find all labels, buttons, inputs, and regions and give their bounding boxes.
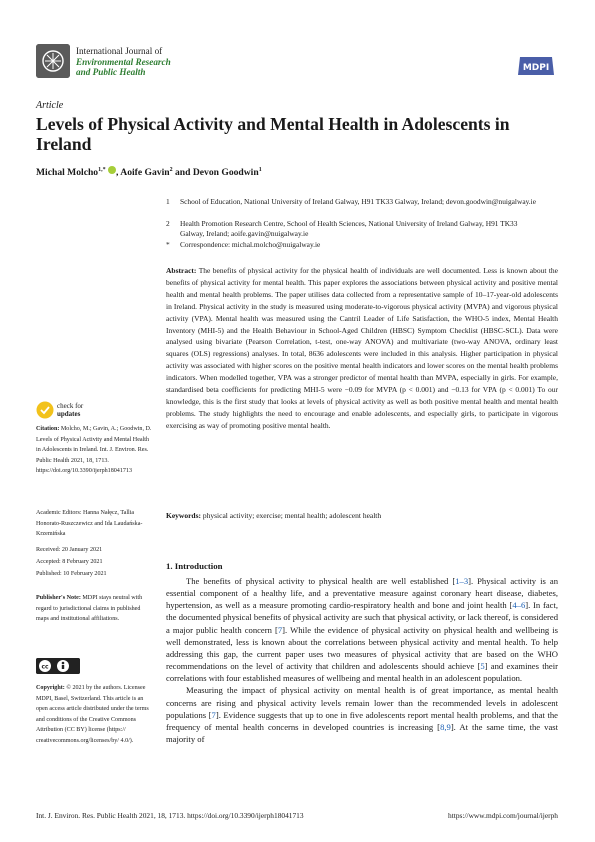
mdpi-logo-icon	[516, 55, 556, 77]
citation-text[interactable]: Molcho, M.; Gavin, A.; Goodwin, D. Levels of Physical Activity and Mental Health in Adolescents in Ireland. Int. J. Environ. Res. Public Health 2021, 18, 1713. https://doi.org/10.3390/ijerph18041713	[36, 426, 152, 474]
journal-logo-icon	[36, 44, 70, 78]
abstract	[166, 265, 558, 432]
copyright-block	[36, 683, 154, 746]
affiliation-text: Health Promotion Research Centre, School of Health Sciences, National University of Ireland Galway, H91 TK33 Galway, Ireland; aoife.gavin@nuigalway.ie	[180, 219, 518, 238]
journal-name	[76, 46, 171, 78]
citation-label: Citation:	[36, 426, 60, 432]
copyright-label: Copyright:	[36, 685, 65, 691]
author-list	[36, 166, 262, 178]
affiliation-number: 2	[166, 219, 170, 228]
academic-editors: Academic Editors: Hanna Nałęcz, Tallia Honorato-Ruszczewicz and Ida Laudańska-Krzemińska	[36, 510, 143, 537]
cc-by-license-icon[interactable]	[36, 658, 80, 674]
citation-link[interactable]: 7	[211, 709, 216, 720]
check-updates-icon[interactable]	[36, 401, 54, 419]
orcid-icon[interactable]	[108, 166, 116, 174]
journal-name-line3: and Public Health	[76, 67, 146, 77]
citation-link[interactable]: 7	[277, 624, 283, 635]
affiliation-text: Correspondence: michal.molcho@nuigalway.ie	[180, 240, 321, 249]
affiliation-number: 1	[166, 197, 170, 206]
publisher-note	[36, 593, 154, 625]
citation-link[interactable]: 8,9	[440, 721, 451, 732]
paragraph: The benefits of physical activity to physical health are well established [1–3]. Physical activity is an essential component of a healthy life, and a preventative measure against coronary heart disease, diabetes, hypertension, as well as a measure promoting cardio-respiratory health and bone and joint health [4–6]. In fact, the documented physical benefits of physical activity are such that physical activity, or lack thereof, is considered a major public health concern [7]. While the evidence of physical activity on physical health and wellbeing is well demonstrated, less is known about the correlations between physical activity and mental health. To help addressing this gap, the current paper uses two measures of physical activity that are based on the WHO recommendations on the level of activity that children and adolescents should achieve [5] and examines their correlations with four established measures of wellbeing and mental health in an adolescent population.	[166, 576, 559, 684]
citation-block	[36, 424, 154, 477]
abstract-text: The benefits of physical activity for the physical health of individuals are well documented. Less is known about the benefits of physical activity for mental health. This paper explores the associations between physical activity and positive mental health and mental health problems. The paper utilises data collected from a representative sample of 10–17-year-old adolescents in Ireland. Physical activity in the study is measured using moderate-to-vigorous physical activity (MVPA) and vigorous physical activity (VPA). Mental health was measured using the Cantril Leader of Life Satisfaction, the WHO-5 index, Mental Health Inventory (MHI-5) and the Health Behaviour in School-Aged Children (HBSC) Symptom Checklist (HBSC-SCL). Data were analysed using bivariate (Pearson Correlation, t-test, one-way ANOVA) and multivariate (two-way ANOVA, ordinary least squares (OLS) regressions) analyses. In total, 8636 adolescents were included in this analysis. Higher participation in physical activity was associated with higher scores on the positive mental health indicators and lower scores on the mental health problems indicators. When modelled together, VPA was a stronger predictor of mental health than MVPA, especially in girls. For example, standardised beta coefficients for predicting MHI-5 were −0.09 for MVPA (p < 0.001) and −0.13 for VPA (p < 0.001) To our knowledge, this is the first study that looks at levels of physical activity as well as both positive mental health and mental health problems. The study highlights the need to encourage and enable adolescents, and especially girls, to participate in vigorous exercising as way of promoting positive mental health.	[166, 266, 558, 430]
article-type: Article	[36, 100, 64, 111]
citation-link[interactable]: 5	[480, 661, 485, 672]
journal-logo	[36, 44, 70, 78]
published-date: Published: 10 February 2021	[36, 571, 107, 577]
affiliation-text: School of Education, National University of Ireland Galway, H91 TK33 Galway, Ireland; devon.goodwin@nuigalway.ie	[180, 197, 536, 206]
publisher-note-text: MDPI stays neutral with regard to jurisdictional claims in published maps and institutional affiliations.	[36, 595, 143, 622]
author-name[interactable]: , Aoife Gavin	[116, 167, 170, 178]
affiliation-number: *	[166, 240, 170, 249]
keywords-label: Keywords:	[166, 511, 201, 520]
footer-journal-url[interactable]: https://www.mdpi.com/journal/ijerph	[448, 811, 558, 820]
received-date: Received: 20 January 2021	[36, 547, 103, 553]
journal-name-line1: International Journal of	[76, 46, 163, 56]
accepted-date: Accepted: 8 February 2021	[36, 559, 103, 565]
citation-link[interactable]: 1–3	[455, 576, 469, 586]
author-superscript: 1,*	[98, 166, 106, 173]
check-updates-line1: check for	[57, 402, 84, 410]
introduction-body	[166, 575, 558, 745]
check-updates-label[interactable]	[57, 402, 175, 418]
abstract-label: Abstract:	[166, 266, 197, 275]
author-name[interactable]: Michal Molcho	[36, 167, 99, 178]
footer-citation[interactable]: Int. J. Environ. Res. Public Health 2021, 18, 1713. https://doi.org/10.3390/ijerph18041713	[36, 811, 304, 820]
section-heading: 1. Introduction	[166, 561, 223, 571]
copyright-text: © 2021 by the authors. Licensee MDPI, Basel, Switzerland. This article is an open access article distributed under the terms and conditions of the Creative Commons Attribution (CC BY) license (https:// creativecommons.org/licenses/by/ 4.0/).	[36, 685, 149, 744]
journal-name-line2: Environmental Research	[76, 56, 171, 67]
check-updates-line2: updates	[57, 410, 81, 418]
mdpi-logo-text: MDPI	[522, 63, 550, 73]
author-superscript: 1	[258, 166, 262, 173]
article-title: Levels of Physical Activity and Mental Health in Adolescents in Ireland	[36, 114, 510, 154]
keywords-text: physical activity; exercise; mental health; adolescent health	[202, 511, 382, 520]
citation-link[interactable]: 4–6	[512, 600, 526, 611]
author-name[interactable]: and Devon Goodwin	[172, 167, 259, 178]
svg-text:cc: cc	[41, 663, 49, 671]
mdpi-logo	[516, 55, 556, 77]
paragraph: Measuring the impact of physical activity on mental health is of great importance, as mental health concerns are rising and physical activity levels remain lower than the recommended levels in adolescent populations [7]. Evidence suggests that up to one in five adolescents report mental health problems, and that the frequency of mental health concerns in developed countries is increasing [8,9]. At the same time, the vast majority of	[166, 685, 558, 745]
keywords	[166, 511, 558, 521]
author-superscript: 2	[169, 166, 173, 173]
publisher-note-label: Publisher's Note:	[36, 595, 81, 601]
